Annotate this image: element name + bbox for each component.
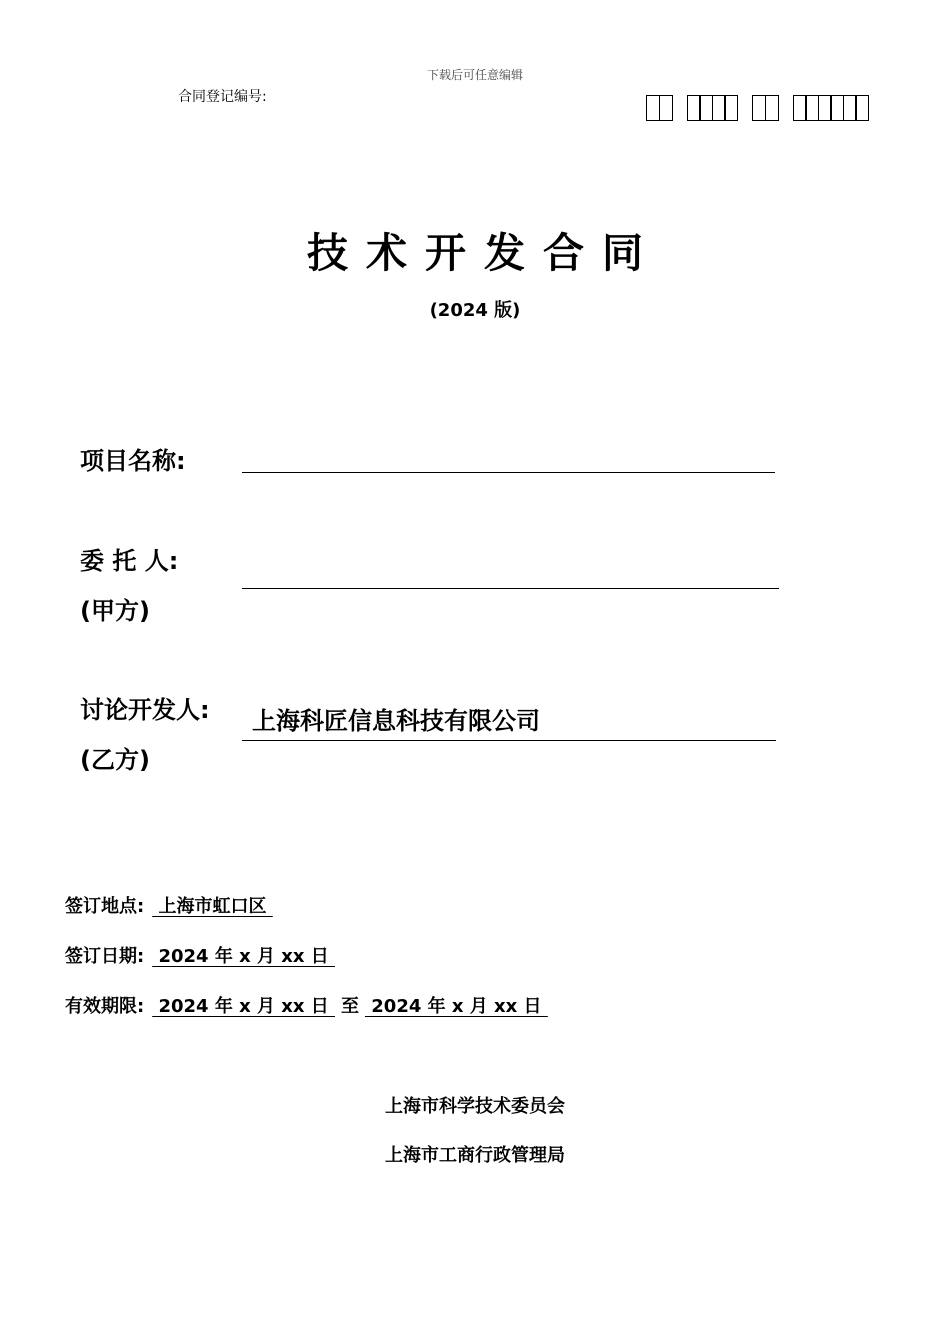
sign-place-label: 签订地点:: [65, 896, 145, 917]
digit-box[interactable]: [855, 95, 869, 121]
digit-box[interactable]: [659, 95, 673, 121]
client-line[interactable]: [242, 588, 779, 589]
validity-end[interactable]: 2024 年 x 月 xx 日: [365, 996, 548, 1017]
client-sub-label: (甲方): [80, 597, 150, 625]
client-label: 委 托 人:: [80, 547, 179, 575]
box-group: [793, 95, 870, 121]
box-group: [646, 95, 673, 121]
sign-date-row: [65, 942, 335, 968]
sign-date-label: 签订日期:: [65, 946, 145, 967]
header-note: 下载后可任意编辑: [426, 68, 523, 82]
project-name-label: 项目名称:: [80, 447, 186, 475]
sign-date-value[interactable]: 2024 年 x 月 xx 日: [152, 946, 335, 967]
validity-label: 有效期限:: [65, 996, 145, 1017]
registration-label: 合同登记编号:: [178, 89, 267, 105]
document-title: 技术开发合同: [307, 229, 661, 277]
digit-box[interactable]: [765, 95, 779, 121]
edition-label: (2024 版): [429, 300, 521, 321]
validity-start[interactable]: 2024 年 x 月 xx 日: [152, 996, 335, 1017]
developer-value: 上海科匠信息科技有限公司: [252, 707, 540, 735]
project-name-line[interactable]: [242, 472, 775, 473]
validity-row: [65, 992, 548, 1018]
sign-place-row: [65, 892, 273, 918]
developer-line[interactable]: [242, 740, 776, 741]
validity-to: 至: [341, 996, 359, 1017]
registration-number-boxes[interactable]: [646, 95, 869, 121]
footer-org-2: 上海市工商行政管理局: [385, 1145, 565, 1166]
sign-place-value[interactable]: 上海市虹口区: [152, 896, 273, 917]
digit-box[interactable]: [724, 95, 738, 121]
footer-org-1: 上海市科学技术委员会: [385, 1096, 565, 1117]
developer-label: 讨论开发人:: [80, 696, 210, 724]
box-group: [687, 95, 739, 121]
developer-sub-label: (乙方): [80, 746, 150, 774]
box-group: [752, 95, 779, 121]
